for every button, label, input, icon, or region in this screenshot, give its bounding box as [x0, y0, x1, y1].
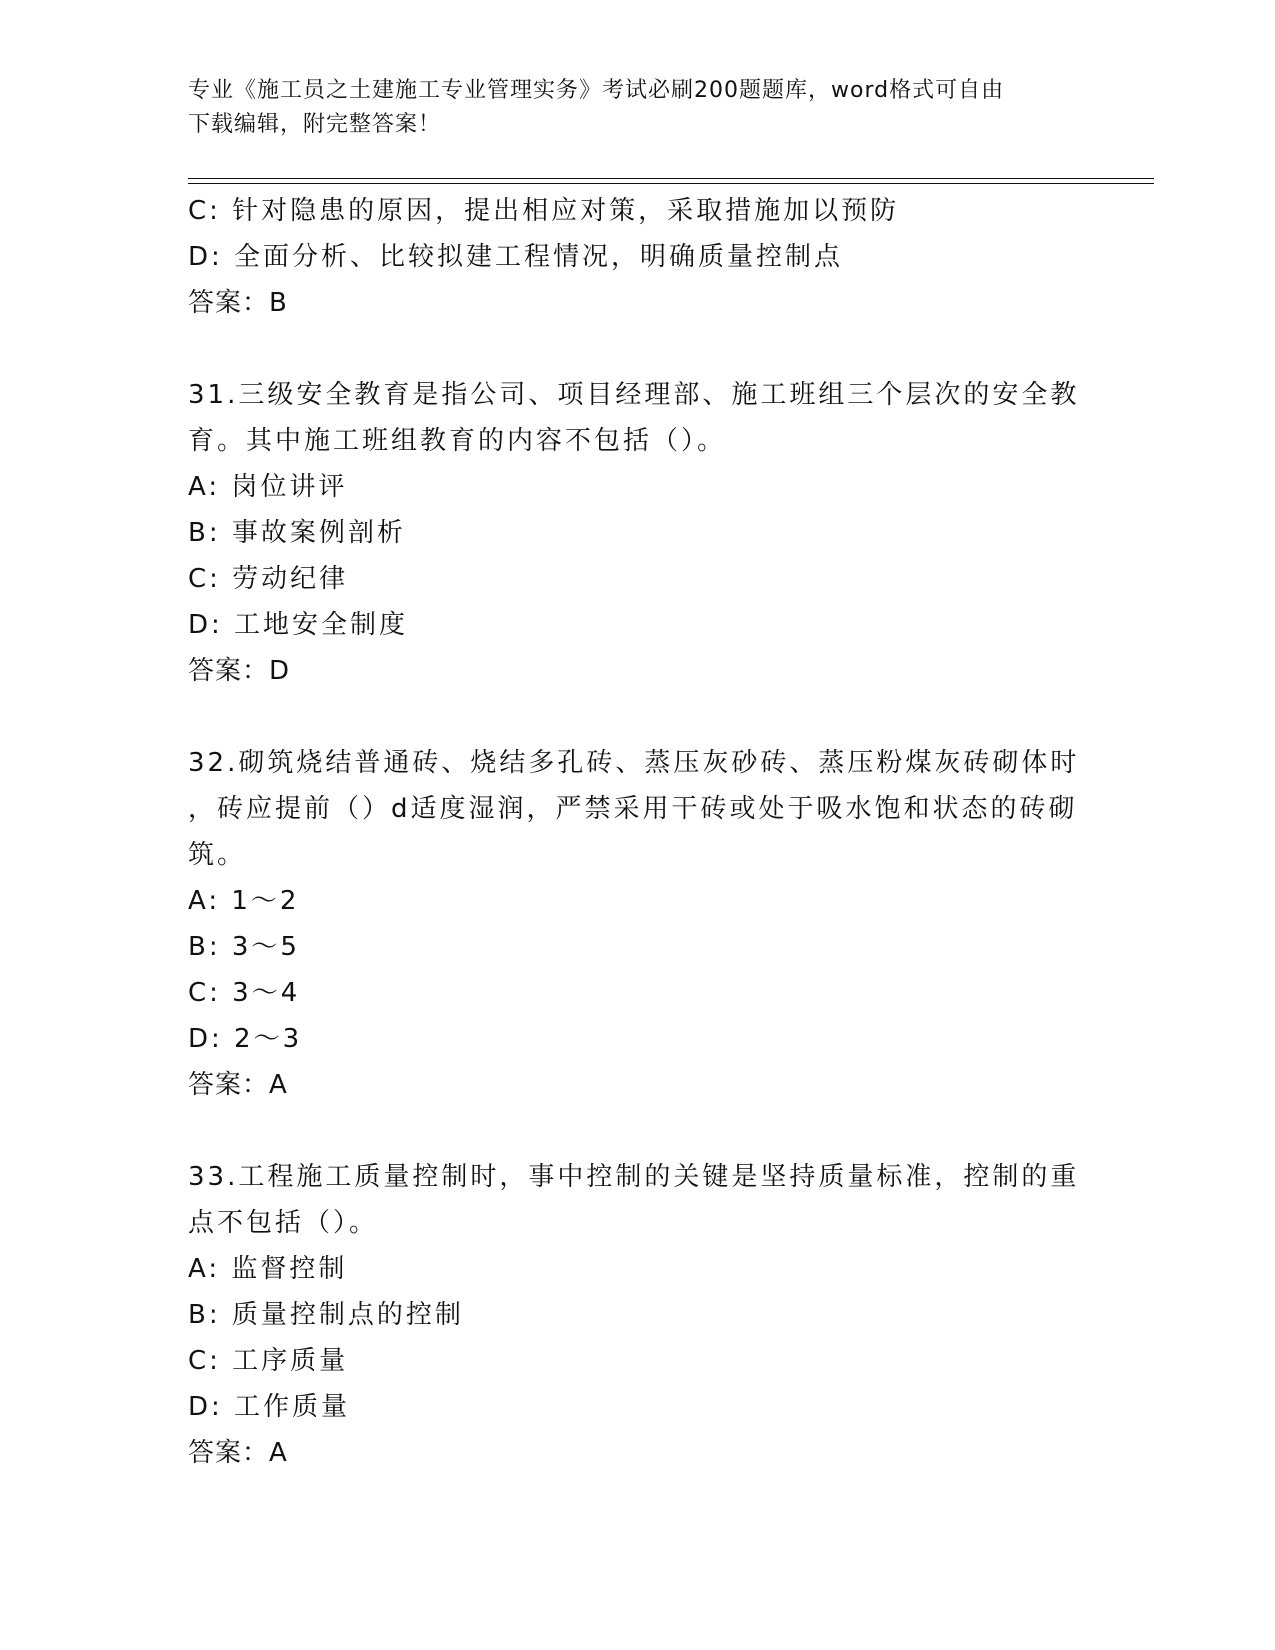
document-header — [188, 74, 1088, 142]
option-a: A: 岗位讲评 — [188, 472, 348, 502]
option-c: C: 3～4 — [188, 978, 301, 1008]
question-text-line: 33.工程施工质量控制时，事中控制的关键是坚持质量标准，控制的重 — [188, 1162, 1080, 1192]
option-c: C: 工序质量 — [188, 1346, 349, 1376]
option-d: D: 工作质量 — [188, 1392, 351, 1422]
question-text-line: 31.三级安全教育是指公司、项目经理部、施工班组三个层次的安全教 — [188, 380, 1080, 410]
question-text-line: 32.砌筑烧结普通砖、烧结多孔砖、蒸压灰砂砖、蒸压粉煤灰砖砌体时 — [188, 748, 1080, 778]
option-c: C: 劳动纪律 — [188, 564, 349, 594]
option-d: D: 全面分析、比较拟建工程情况，明确质量控制点 — [188, 242, 844, 272]
option-b: B: 质量控制点的控制 — [188, 1300, 464, 1330]
question-text-line: 筑。 — [188, 840, 247, 870]
question-31 — [188, 372, 1088, 694]
answer-line: 答案：A — [188, 1438, 288, 1468]
option-d: D: 工地安全制度 — [188, 610, 409, 640]
option-b: B: 3～5 — [188, 932, 300, 962]
option-b: B: 事故案例剖析 — [188, 518, 406, 548]
question-content — [188, 188, 1088, 1476]
question-text-line: ，砖应提前（）d适度湿润，严禁采用干砖或处于吸水饱和状态的砖砌 — [188, 794, 1078, 824]
option-d: D: 2～3 — [188, 1024, 303, 1054]
header-divider-bottom — [188, 183, 1154, 184]
answer-line: 答案：D — [188, 656, 291, 686]
header-line-2: 下载编辑，附完整答案！ — [188, 112, 442, 137]
answer-line: 答案：B — [188, 288, 288, 318]
prev-question-tail — [188, 188, 1088, 326]
question-text-line: 育。其中施工班组教育的内容不包括（）。 — [188, 426, 727, 456]
question-text-line: 点不包括（）。 — [188, 1208, 379, 1238]
question-33 — [188, 1154, 1088, 1476]
option-a: A: 1～2 — [188, 886, 300, 916]
option-c: C: 针对隐患的原因，提出相应对策，采取措施加以预防 — [188, 196, 900, 226]
header-divider-top — [188, 178, 1154, 179]
option-a: A: 监督控制 — [188, 1254, 348, 1284]
header-line-1: 专业《施工员之土建施工专业管理实务》考试必刷200题题库，word格式可自由 — [188, 78, 1005, 103]
answer-line: 答案：A — [188, 1070, 288, 1100]
question-32 — [188, 740, 1088, 1108]
